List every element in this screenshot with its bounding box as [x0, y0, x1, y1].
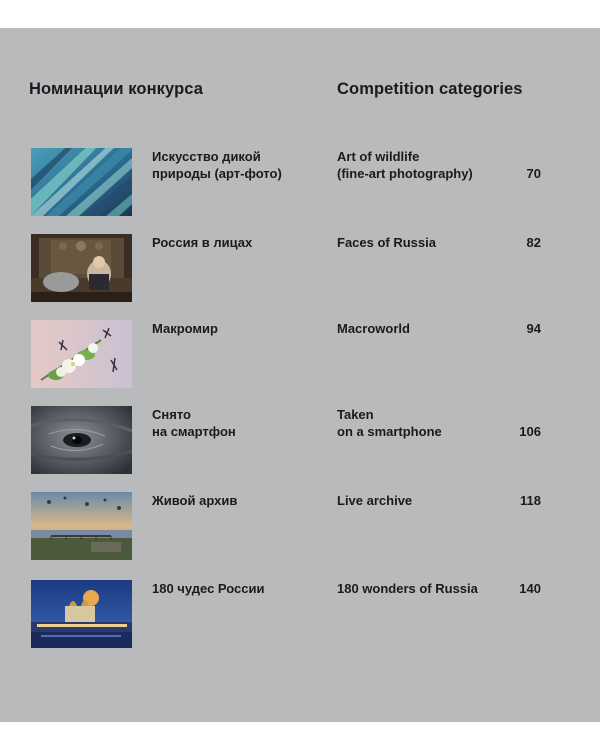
category-title-en: Live archive — [337, 493, 413, 508]
category-row-faces-of-russia[interactable] — [0, 234, 600, 304]
category-row-smartphone[interactable] — [0, 406, 600, 476]
heading-en: Competition categories — [337, 80, 523, 98]
thumbnail-whale-eye[interactable] — [31, 406, 132, 474]
thumbnail-flowers-insects[interactable] — [31, 320, 132, 388]
contents-page — [0, 28, 600, 722]
thumbnail-portrait[interactable] — [31, 234, 132, 302]
category-row-wildlife-art[interactable] — [0, 148, 600, 218]
thumbnail-city-panorama[interactable] — [31, 492, 132, 560]
category-title-ru: Снято на смартфон — [152, 407, 236, 439]
thumbnail-feathers[interactable] — [31, 148, 132, 216]
page-number: 140 — [519, 581, 541, 596]
heading-ru: Номинации конкурса — [29, 80, 204, 98]
category-row-live-archive[interactable] — [0, 492, 600, 562]
category-title-en: Art of wildlife (fine-art photography) — [337, 149, 473, 181]
category-title-ru: Макромир — [152, 321, 218, 336]
thumbnail-monastery-moon[interactable] — [31, 580, 132, 648]
category-row-180-wonders[interactable] — [0, 580, 600, 650]
category-title-ru: 180 чудес России — [152, 581, 265, 596]
page-number: 106 — [519, 424, 541, 439]
category-title-en: Faces of Russia — [337, 235, 436, 250]
category-title-en: Macroworld — [337, 321, 410, 336]
category-title-ru: Искусство дикой природы (арт-фото) — [152, 149, 282, 181]
page-number: 82 — [526, 235, 541, 250]
page-number: 118 — [520, 493, 541, 508]
category-title-ru: Россия в лицах — [152, 235, 253, 250]
category-title-ru: Живой архив — [152, 493, 238, 508]
category-title-en: 180 wonders of Russia — [337, 581, 478, 596]
category-row-macroworld[interactable] — [0, 320, 600, 390]
category-title-en: Taken on a smartphone — [337, 407, 442, 439]
page-number: 70 — [526, 166, 541, 181]
page-number: 94 — [526, 321, 541, 336]
